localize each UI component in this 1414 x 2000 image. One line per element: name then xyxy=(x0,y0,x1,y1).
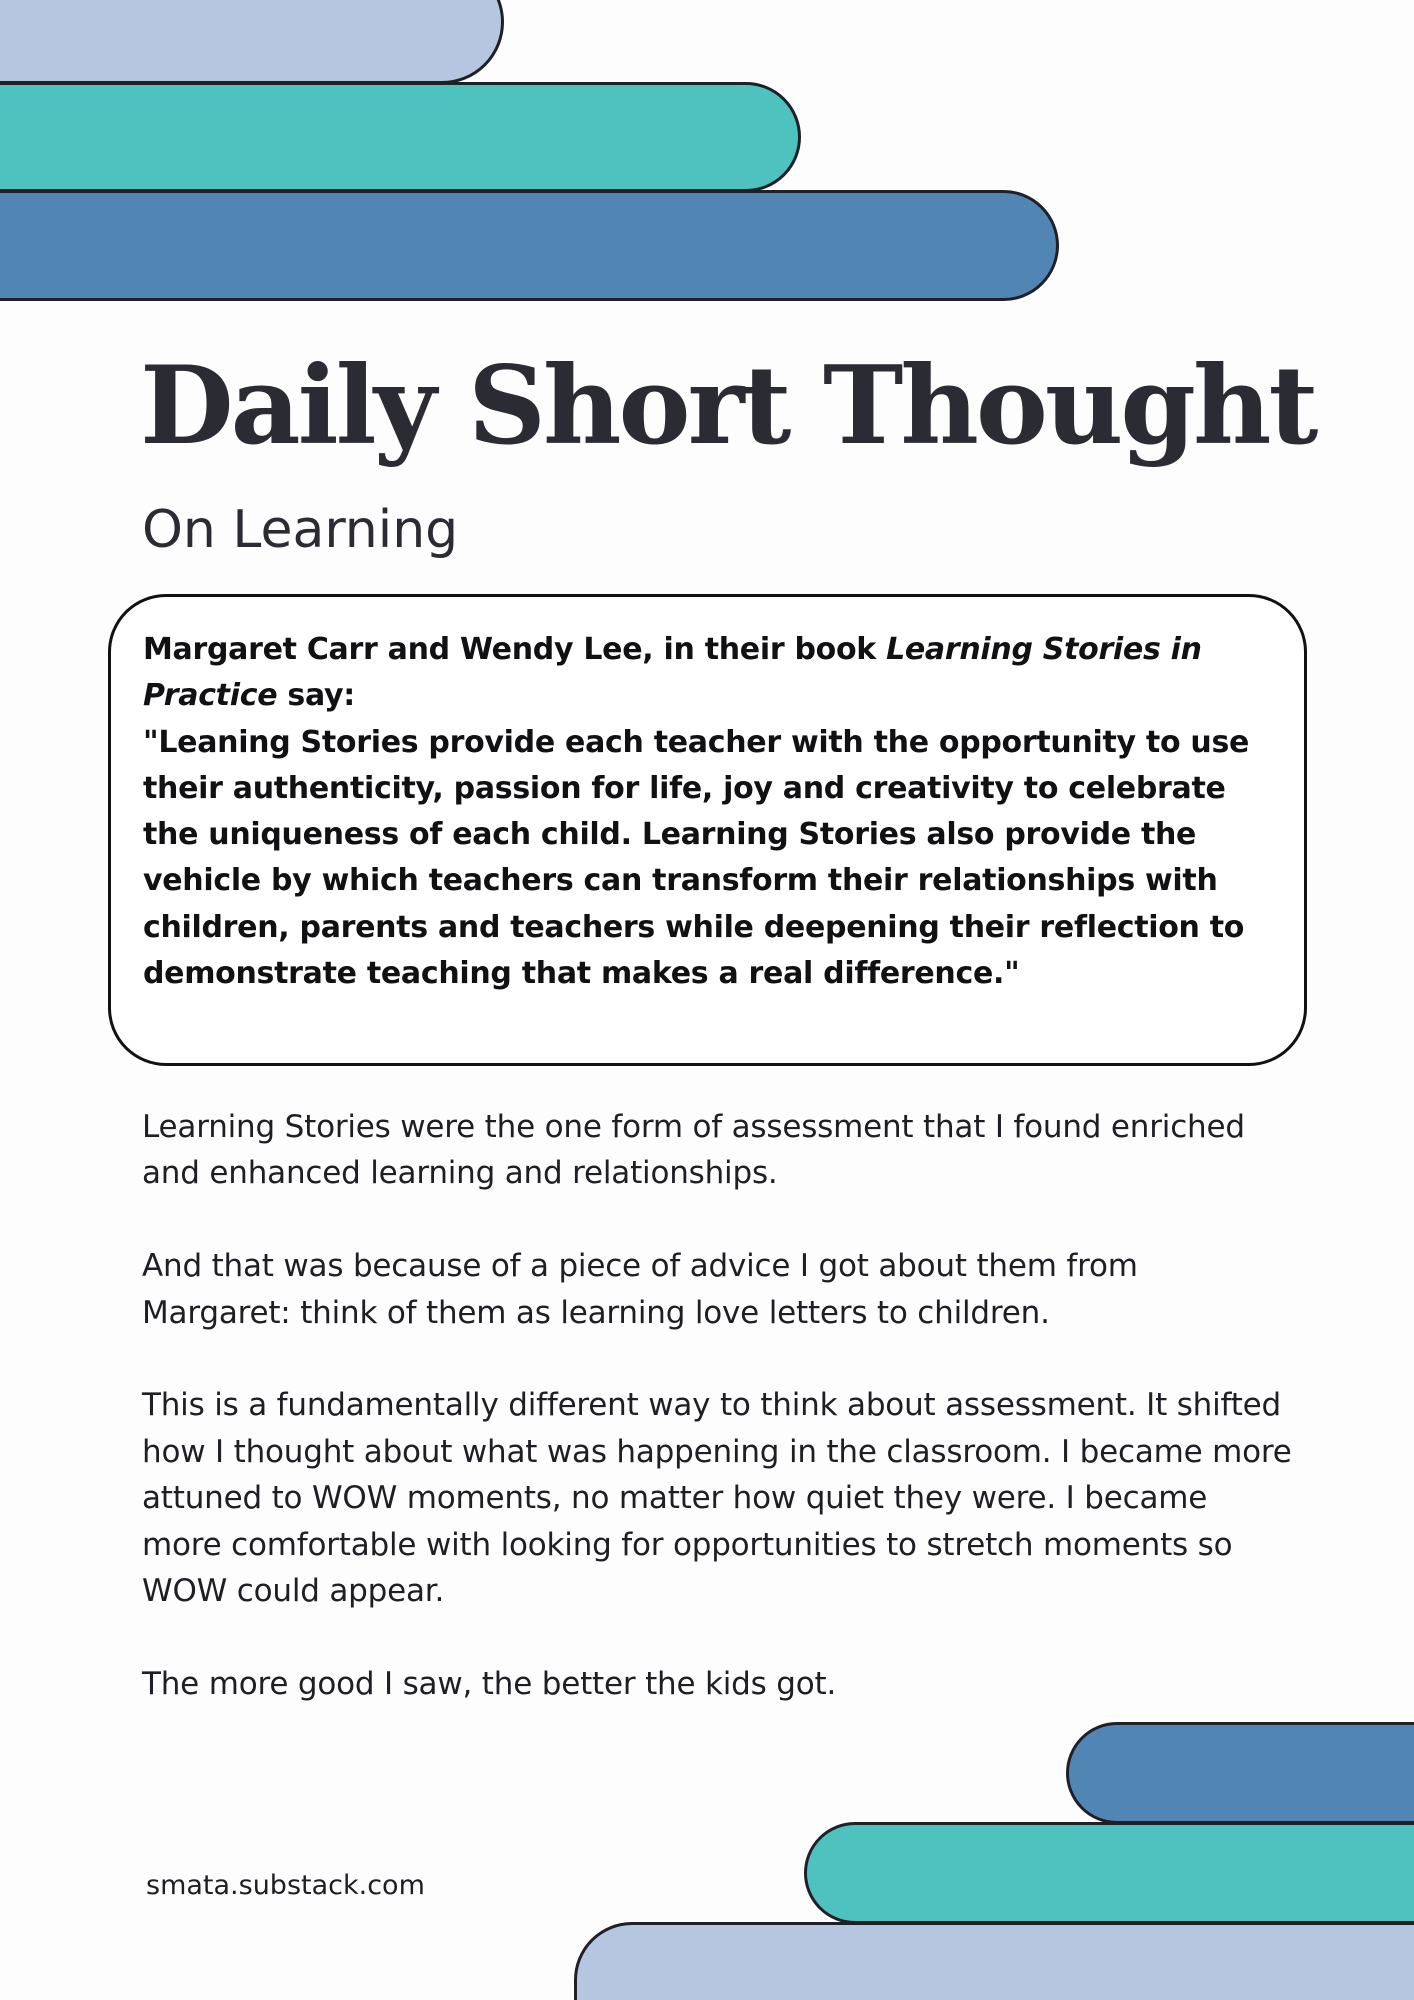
quote-box xyxy=(108,594,1307,1066)
footer-url: smata.substack.com xyxy=(146,1870,425,1901)
quote-text: "Leaning Stories provide each teacher with the opportunity to use their authenticity, passion for life, joy and creativity to celebrate the uniqueness of each child. Learning Stories also provide the vehicle by which teachers can transform their relationships with children, parents and teachers while deepening their reflection to demonstrate teaching that makes a real difference." xyxy=(143,724,1250,992)
page-subtitle: On Learning xyxy=(142,500,459,560)
body-paragraph: This is a fundamentally different way to think about assessment. It shifted how I thought about what was happening in the classroom. I became more attuned to WOW moments, no matter how quiet they were. I became more comfortable with looking for opportunities to stretch moments so WOW could appear. xyxy=(142,1387,1292,1610)
decorative-stripe-top-teal xyxy=(0,82,801,192)
quote-intro-before: Margaret Carr and Wendy Lee, in their book xyxy=(143,632,887,667)
body-text xyxy=(142,1104,1292,1707)
body-paragraph: The more good I saw, the better the kids got. xyxy=(142,1665,837,1702)
quote-intro xyxy=(143,627,1274,720)
quote-intro-after: say: xyxy=(277,678,355,714)
decorative-stripe-top-blue xyxy=(0,190,1059,301)
decorative-stripe-bottom-light-blue xyxy=(574,1922,1414,2000)
quote-book-title: Learning Stories in Practice xyxy=(143,632,1202,714)
body-paragraph: And that was because of a piece of advice I got about them from Margaret: think of them as learning love letters to children. xyxy=(142,1248,1138,1331)
decorative-stripe-bottom-teal xyxy=(804,1822,1414,1924)
page-title: Daily Short Thought xyxy=(140,343,1316,469)
body-paragraph: Learning Stories were the one form of assessment that I found enriched and enhanced learning and relationships. xyxy=(142,1109,1245,1192)
decorative-stripe-top-light-blue xyxy=(0,0,504,84)
decorative-stripe-bottom-blue xyxy=(1066,1722,1414,1824)
